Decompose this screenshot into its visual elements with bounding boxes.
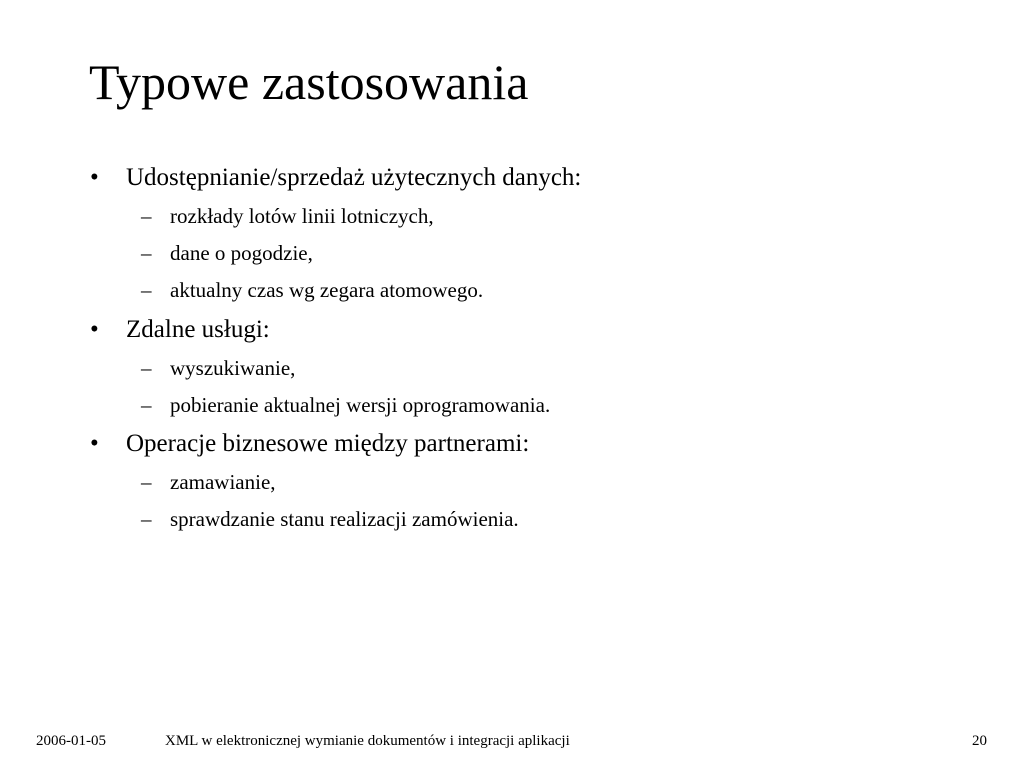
footer-title: XML w elektronicznej wymianie dokumentów i integracji aplikacji: [165, 733, 570, 749]
dash-marker: –: [141, 470, 152, 494]
sub-bullet-text: aktualny czas wg zegara atomowego.: [170, 278, 484, 302]
bullet-text: Operacje biznesowe między partnerami:: [126, 430, 530, 457]
bullet-marker: •: [90, 430, 99, 457]
sub-bullet-text: rozkłady lotów linii lotniczych,: [170, 204, 434, 228]
footer-date: 2006-01-05: [36, 733, 106, 749]
page-number: 20: [972, 733, 987, 749]
bullet-marker: •: [90, 316, 99, 343]
dash-marker: –: [141, 278, 152, 302]
sub-bullet-text: wyszukiwanie,: [170, 356, 296, 380]
slide-title: Typowe zastosowania: [89, 54, 529, 110]
bullet-text: Udostępnianie/sprzedaż użytecznych danych:: [126, 164, 582, 191]
dash-marker: –: [141, 356, 152, 380]
bullet-marker: •: [90, 164, 99, 191]
sub-bullet-text: zamawianie,: [170, 470, 276, 494]
sub-bullet-text: pobieranie aktualnej wersji oprogramowania.: [170, 393, 551, 417]
dash-marker: –: [141, 393, 152, 417]
sub-bullet-text: sprawdzanie stanu realizacji zamówienia.: [170, 507, 519, 531]
dash-marker: –: [141, 507, 152, 531]
dash-marker: –: [141, 241, 152, 265]
dash-marker: –: [141, 204, 152, 228]
bullet-text: Zdalne usługi:: [126, 316, 270, 343]
sub-bullet-text: dane o pogodzie,: [170, 241, 313, 265]
